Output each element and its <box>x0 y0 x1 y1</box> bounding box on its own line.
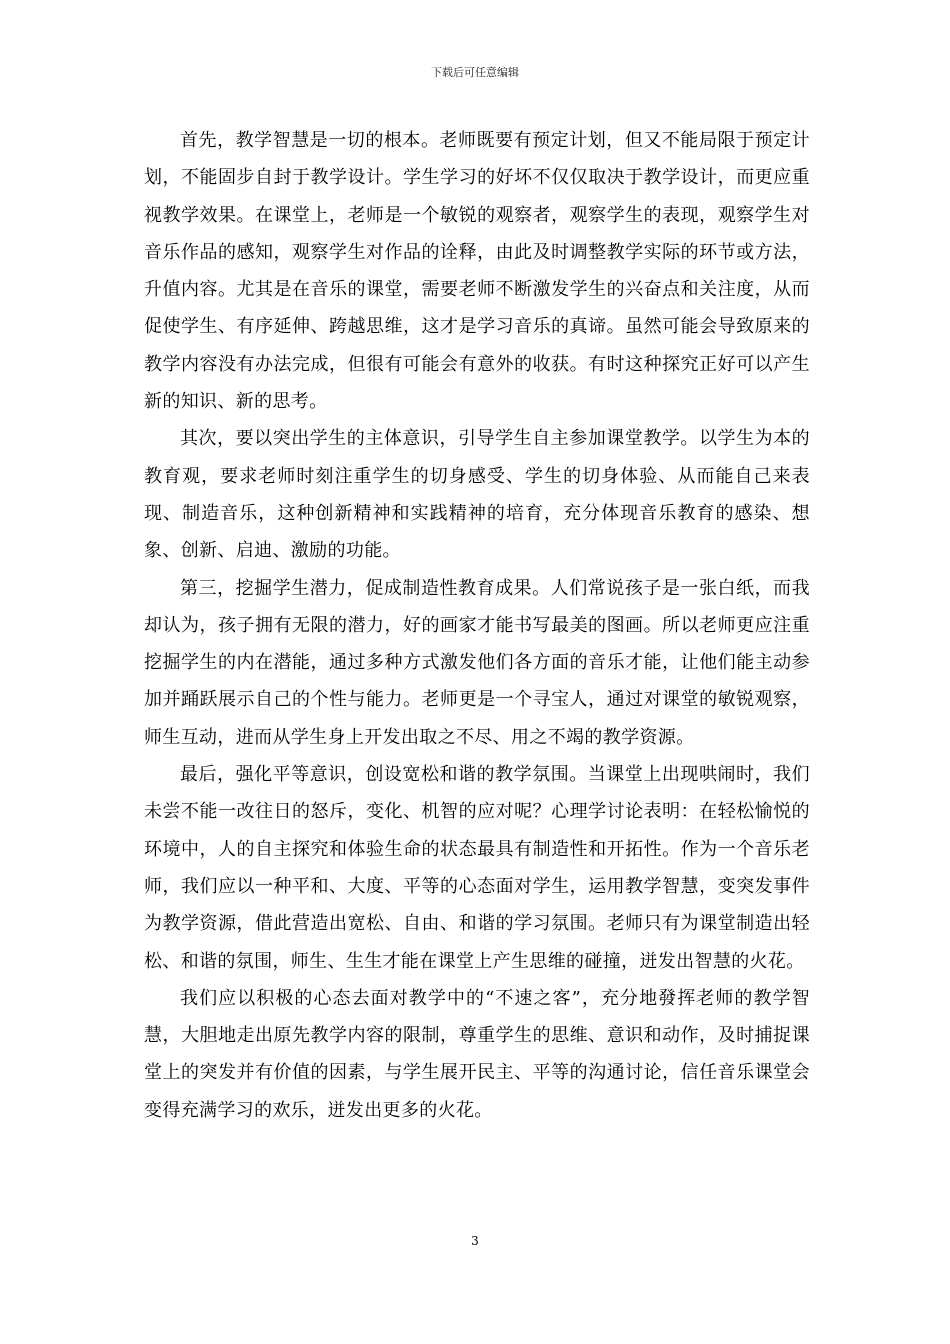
header-note: 下载后可任意编辑 <box>431 66 519 79</box>
paragraph-first: 首先，教学智慧是一切的根本。老师既要有预定计划，但又不能局限于预定计划，不能固步自封于教学设计。学生学习的好坏不仅仅取决于教学设计，而更应重视教学效果。在课堂上，老师是一个敏锐的观察者，观察学生的表现，观察学生对音乐作品的感知，观察学生对作品的诠释，由此及时调整教学实际的环节或方法，升值内容。尤其是在音乐的课堂，需要老师不断激发学生的兴奋点和关注度，从而促使学生、有序延伸、跨越思维，这才是学习音乐的真谛。虽然可能会导致原来的教学内容没有办法完成，但很有可能会有意外的收获。有时这种探究正好可以产生新的知识、新的思考。 <box>144 130 810 413</box>
page-number: 3 <box>471 1234 479 1248</box>
paragraph-second: 其次，要以突出学生的主体意识，引导学生自主参加课堂教学。以学生为本的教育观，要求老师时刻注重学生的切身感受、学生的切身体验、从而能自己来表现、制造音乐，这种创新精神和实践精神的培育，充分体现音乐教育的感染、想象、创新、启迪、激励的功能。 <box>144 428 810 562</box>
paragraph-third: 第三，挖掘学生潜力，促成制造性教育成果。人们常说孩子是一张白纸，而我却认为，孩子拥有无限的潜力，好的画家才能书写最美的图画。所以老师更应注重挖掘学生的内在潜能，通过多种方式激发他们各方面的音乐才能，让他们能主动参加并踊跃展示自己的个性与能力。老师更是一个寻宝人，通过对课堂的敏锐观察，师生互动，进而从学生身上开发出取之不尽、用之不竭的教学资源。 <box>144 577 810 748</box>
document-body <box>144 122 810 1129</box>
paragraph-fourth: 最后，强化平等意识，创设宽松和谐的教学氛围。当课堂上出现哄闹时，我们未尝不能一改往日的怒斥，变化、机智的应对呢？心理学讨论表明：在轻松愉悦的环境中，人的自主探究和体验生命的状态最具有制造性和开拓性。作为一个音乐老师，我们应以一种平和、大度、平等的心态面对学生，运用教学智慧，变突发事件为教学资源，借此营造出宽松、自由、和谐的学习氛围。老师只有为课堂制造出轻松、和谐的氛围，师生、生生才能在课堂上产生思维的碰撞，迸发出智慧的火花。 <box>144 764 810 972</box>
paragraph-fifth: 我们应以积极的心态去面对教学中的“不速之客”，充分地發挥老师的教学智慧，大胆地走出原先教学内容的限制，尊重学生的思维、意识和动作，及时捕捉课堂上的突发并有价值的因素，与学生展开民主、平等的沟通讨论，信任音乐课堂会变得充满学习的欢乐，迸发出更多的火花。 <box>144 987 810 1121</box>
